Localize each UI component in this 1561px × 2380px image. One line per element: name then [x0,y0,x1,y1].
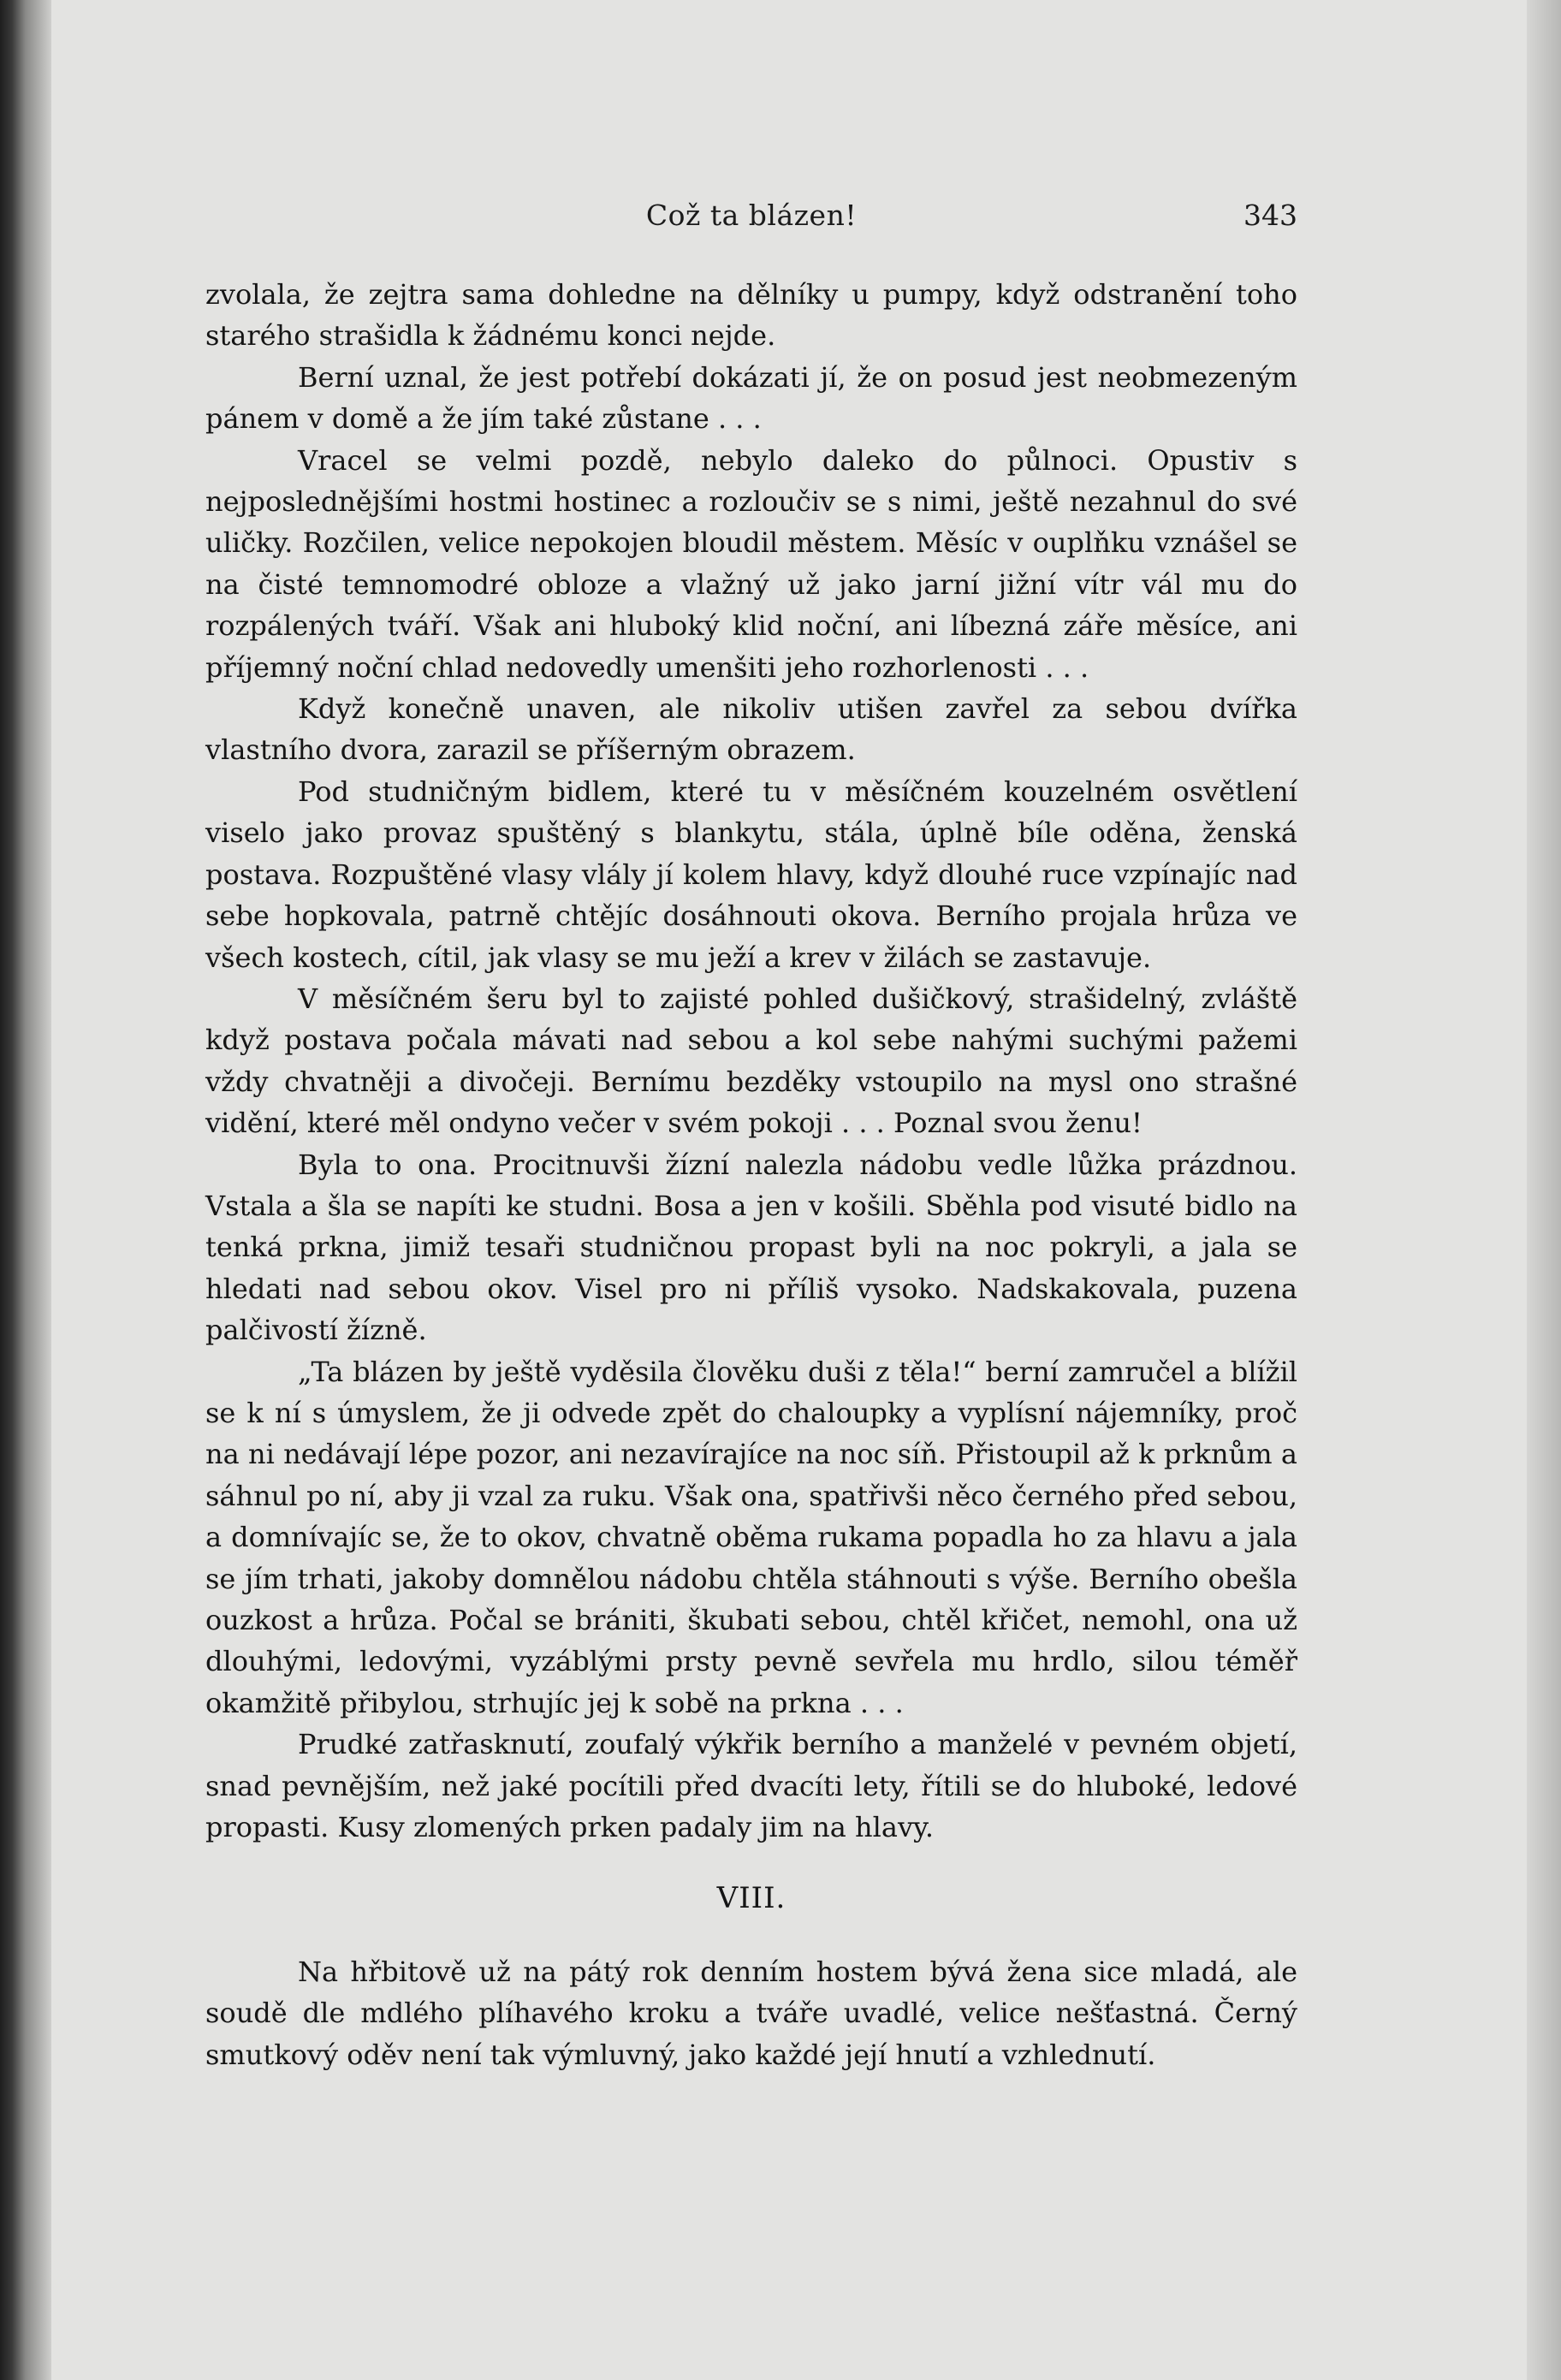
paragraph: Na hřbitově už na pátý rok denním hostem bývá žena sice mladá, ale soudě dle mdlého plíhavého kroku a tváře uvadlé, velice nešťastná. Černý smutkový oděv není tak výmluvný, jako každé její hnutí a vzhlednutí. [205,1956,1297,2071]
page-header [205,199,1297,241]
paragraph: Když konečně unaven, ale nikoliv utišen zavřel za sebou dvířka vlastního dvora, zarazil se příšerným obrazem. [205,692,1297,767]
running-title: Což ta blázen! [645,199,858,232]
paragraph: zvolala, že zejtra sama dohledne na dělníky u pumpy, když odstranění toho starého strašidla k žádnému konci nejde. [205,278,1297,353]
paragraph: „Ta blázen by ještě vyděsila člověku duši z těla!“ berní zamručel a blížil se k ní s úmyslem, že ji odvede zpět do chaloupky a vyplísní nájemníky, proč na ni nedávají lépe pozor, ani nezavírajíce na noc síň. Přistoupil až k prknům a sáhnul po ní, aby ji vzal za ruku. Však ona, spatřivši něco černého před sebou, a domnívajíc se, že to okov, chvatně oběma rukama popadla ho za hlavu a jala se jím trhati, jakoby domnělou nádobu chtěla stáhnouti s výše. Berního obešla ouzkost a hrůza. Počal se brániti, škubati sebou, chtěl křičet, nemohl, ona už dlouhými, ledovými, vyzáblými prsty pevně sevřela mu hrdlo, silou téměř okamžitě přibylou, strhujíc jej k sobě na prkna . . . [205,1355,1297,1719]
paragraph: Prudké zatřasknutí, zoufalý výkřik berního a manželé v pevném objetí, snad pevnějším, než jaké pocítili před dvacíti lety, řítili se do hluboké, ledové propasti. Kusy zlomených prken padaly jim na hlavy. [205,1728,1297,1844]
paragraph: Byla to ona. Procitnuvši žízní nalezla nádobu vedle lůžka prázdnou. Vstala a šla se napíti ke studni. Bosa a jen v košili. Sběhla pod visuté bidlo na tenká prkna, jimiž tesaři studničnou propast byli na noc pokryli, a jala se hledati nad sebou okov. Visel pro ni příliš vysoko. Nadskakovala, puzena palčivostí žízně. [205,1148,1297,1347]
chapter-heading: VIII. [716,1881,786,1915]
paragraph: Vracel se velmi pozdě, nebylo daleko do půlnoci. Opustiv s nejposlednějšími hostmi hostinec a rozloučiv se s nimi, ještě nezahnul do své uličky. Rozčilen, velice nepokojen bloudil městem. Měsíc v ouplňku vznášel se na čisté temnomodré obloze a vlažný už jako jarní jižní vítr vál mu do rozpálených tváří. Však ani hluboký klid noční, ani líbezná záře měsíce, ani příjemný noční chlad nedovedly umenšiti jeho rozhorlenosti . . . [205,443,1297,684]
chapter-text [205,1951,1297,2075]
scan-right-edge [1527,0,1561,2380]
paragraph: Berní uznal, že jest potřebí dokázati jí, že on posud jest neobmezeným pánem v domě a že jím také zůstane . . . [205,360,1297,436]
scan-left-edge [0,0,51,2380]
paragraph: Pod studničným bidlem, které tu v měsíčném kouzelném osvětlení viselo jako provaz spuštěný s blankytu, stála, úplně bíle oděna, ženská postava. Rozpuštěné vlasy vlály jí kolem hlavy, když dlouhé ruce vzpínajíc nad sebe hopkovala, patrně chtějíc dosáhnouti okova. Berního projala hrůza ve všech kostech, cítil, jak vlasy se mu ježí a krev v žilách se zastavuje. [205,775,1297,974]
page-number: 343 [1243,199,1297,232]
paragraph: V měsíčném šeru byl to zajisté pohled dušičkový, strašidelný, zvláště když postava počala mávati nad sebou a kol sebe nahými suchými pažemi vždy chvatněji a divočeji. Bernímu bezděky vstoupilo na mysl ono strašné vidění, které měl ondyno večer v svém pokoji . . . Poznal svou ženu! [205,982,1297,1140]
body-text [205,274,1297,1848]
